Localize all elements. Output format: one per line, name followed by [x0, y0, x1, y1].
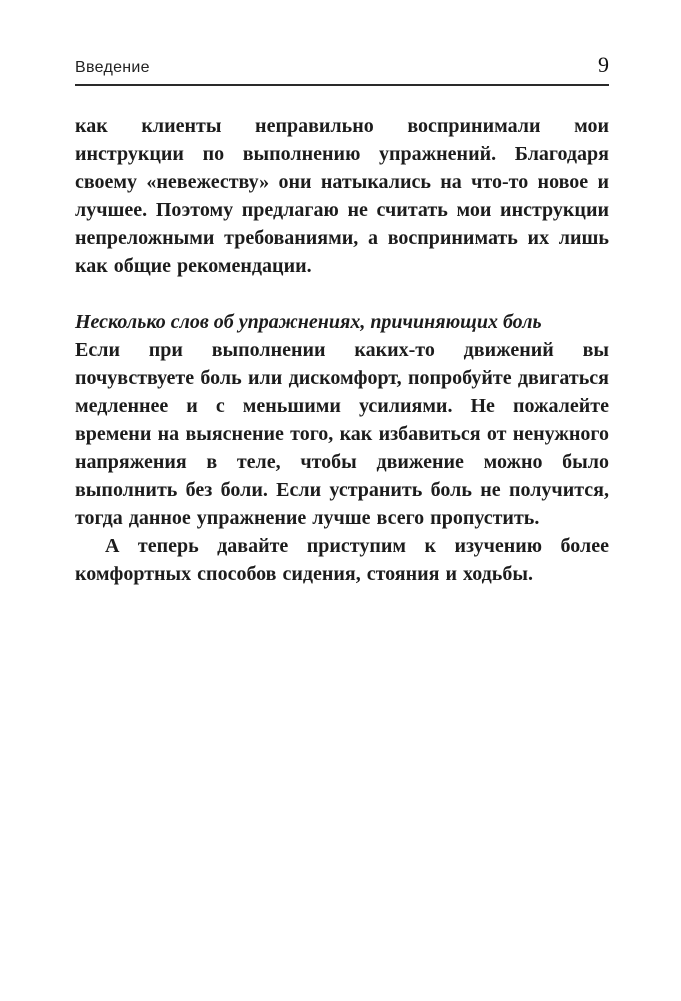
running-header-title: Введение	[75, 59, 150, 76]
paragraph-transition: А теперь давайте приступим к изучению более комфортных способов сидения, стояния и ходьбы.	[75, 535, 609, 585]
page-body	[75, 112, 609, 588]
page-number: 9	[598, 52, 609, 77]
section-subheading: Несколько слов об упражнениях, причиняющих боль	[75, 311, 542, 333]
running-header	[75, 52, 609, 84]
paragraph-continuation: как клиенты неправильно воспринимали мои инструкции по выполнению упражнений. Благодаря своему «невежеству» они натыкались на что-то новое и лучшее. Поэтому предлагаю не считать мои инструкции непреложными требованиями, а воспринимать их лишь как общие рекомендации.	[75, 115, 609, 277]
header-rule	[75, 84, 609, 86]
paragraph-exercises-pain: Если при выполнении каких-то движений вы почувствуете боль или дискомфорт, попробуйте двигаться медленнее и с меньшими усилиями. Не пожалейте времени на выяснение того, как избавиться от ненужного напряжения в теле, чтобы движение можно было выполнить без боли. Если устранить боль не получится, тогда данное упражнение лучше всего пропустить.	[75, 339, 609, 529]
